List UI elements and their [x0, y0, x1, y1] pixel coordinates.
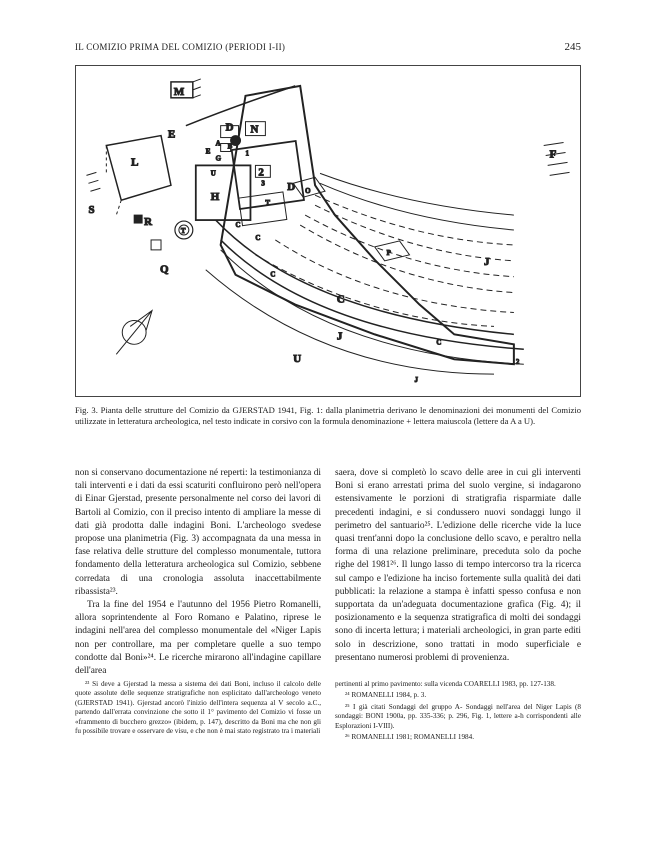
- label-c4: C: [336, 293, 345, 306]
- label-p: P: [386, 248, 391, 257]
- paragraph: non si conservano documentazione né reperti: la testimonianza di tali interventi e i dati da essi scaturiti confluirono però nell'opera di Einar Gjerstad, presente personalmente nel corso dei lavori di Bartoli al Comizio, con il preciso intento di ampliare la messe di dati già prodotta dalle indagini Boni. L'archeologo svedese propose una planimetria (Fig. 3) accompagnata da una messa in fase relativa delle strutture del complesso monumentale, tuttora fondamento della letteratura archeologica sul Comizio, sebbene corredata di una cronologia assoluta inaccettabilmente ribassista²³.: [75, 468, 321, 597]
- left-structures: [86, 136, 170, 250]
- label-three: 3: [261, 179, 265, 188]
- label-o: O: [305, 187, 311, 196]
- label-s: S: [88, 204, 95, 217]
- paragraph: saera, dove si completò lo scavo delle aree in cui gli interventi Boni si erano arrestati prima del suolo vergine, si indagarono estensivamente le porzioni di stratigrafia risparmiate dalle precedenti indagini, e si condussero nuovi sondaggi lungo il perimetro del santuario²⁵. L'edizione delle ricerche vide la luce quasi trent'anni dopo la conclusione dello scavo, e peraltro nella forma di una relazione preliminare, preceduta solo da poche righe del 1981²⁶. Il lungo lasso di tempo intercorso tra la ricerca sul campo e l'edizione ha inciso fortemente sulla qualità dei dati pubblicati: la relazione a stampa è infatti spesso confusa e non supportata da un'adeguata documentazione grafica (Fig. 4); il posizionamento e la sequenza stratigrafica di molti dei sondaggi sono di incerta lettura; i materiali archeologici, in gran parte editi solo in descrizione, sono trattati in modo superficiale e presentano numerosi problemi di provenienza.: [335, 468, 581, 663]
- label-c1: C: [235, 221, 241, 230]
- structure-p: [375, 241, 410, 261]
- label-c3: C: [270, 270, 276, 279]
- label-a: A: [215, 139, 221, 148]
- label-l: L: [131, 156, 139, 169]
- body-column-right: [335, 467, 581, 665]
- label-r: R: [144, 216, 153, 229]
- label-d2: D: [287, 181, 296, 194]
- label-g: G: [215, 154, 222, 163]
- footnote: ²⁶ ROMANELLI 1981; ROMANELLI 1984.: [345, 733, 475, 742]
- label-e1: E: [205, 147, 211, 156]
- label-t2: T: [180, 226, 186, 235]
- running-header: [75, 42, 581, 56]
- footnote: ²⁴ ROMANELLI 1984, p. 3.: [345, 691, 427, 700]
- label-m: M: [173, 85, 185, 98]
- footnote: pertinenti al primo pavimento: sulla vicenda COARELLI 1983, pp. 127-138.: [335, 680, 556, 688]
- figure-caption: Fig. 3. Pianta delle strutture del Comizio da GJERSTAD 1941, Fig. 1: dalla planimetria derivano le denominazioni dei monumenti del Comizio utilizzate in letteratura archeologica, nel testo indicate in corsivo con la formula denominazione + lettera maiuscola (lettere da A a U).: [75, 405, 581, 426]
- body-column-left: [75, 467, 321, 678]
- paragraph: Tra la fine del 1954 e l'autunno del 1956 Pietro Romanelli, allora soprintendente al Foro Romano e Palatino, riprese le indagini nell'area del complesso monumentale del «Niger Lapis non per controllare, ma per completare quelle a suo tempo condotte dal Boni»²⁴. Le ricerche mirarono all'indagine capillare dell'area: [75, 600, 321, 677]
- label-u1: U: [210, 169, 216, 178]
- label-c5: C: [436, 338, 442, 347]
- label-one: 1: [245, 149, 249, 158]
- label-d: D: [225, 121, 234, 134]
- footnotes-left: [75, 680, 321, 738]
- curved-tiers: [186, 86, 524, 374]
- site-plan-drawing: [76, 66, 580, 396]
- structure-f: [544, 143, 570, 176]
- label-e: E: [167, 128, 176, 141]
- figure-plan-comizio: [75, 65, 581, 397]
- page-number: 245: [564, 41, 581, 53]
- running-title: IL COMIZIO PRIMA DEL COMIZIO (PERIODI I-II): [75, 42, 286, 52]
- label-c2: C: [255, 233, 261, 242]
- label-j3: J: [414, 376, 418, 385]
- label-b: B: [227, 142, 233, 151]
- footnotes-right: [335, 680, 581, 744]
- label-two: 2: [258, 166, 264, 179]
- footnote: ²³ Si deve a Gjerstad la messa a sistema dei dati Boni, incluso il calcolo delle quote assolute delle sequenze stratigrafiche non esplicitato dall'archeologo veneto (GJERSTAD 1941). Gjerstad ancorò l'inizio dell'intera sequenza al V secolo a.C., partendo dall'errata convinzione che sotto il 1° pavimento del Comizio vi fosse un «frammento di bucchero grezzo» (ibidem, p. 147), descritto da Boni ma che non gli fu possibile trovare e osservare de visu, e che non è mai stato registrato tra i materiali: [75, 680, 321, 736]
- north-arrow: [116, 311, 152, 355]
- label-two-b: 2: [515, 358, 520, 367]
- label-h: H: [210, 191, 220, 204]
- label-n: N: [250, 123, 259, 136]
- label-j: J: [484, 255, 490, 268]
- label-f: F: [549, 148, 557, 161]
- label-q: Q: [160, 263, 169, 276]
- label-j2: J: [336, 330, 343, 343]
- label-u: U: [293, 353, 302, 366]
- footnote: ²⁵ I già citati Sondaggi del gruppo A- Sondaggi nell'area del Niger Lapis (8 sondaggi: BONI 1900a, pp. 335-336; p. 296, Fig. 1, lettere a-h corrispondenti alle Esplorazioni I-VIII).: [335, 702, 581, 730]
- label-t: T: [265, 199, 271, 208]
